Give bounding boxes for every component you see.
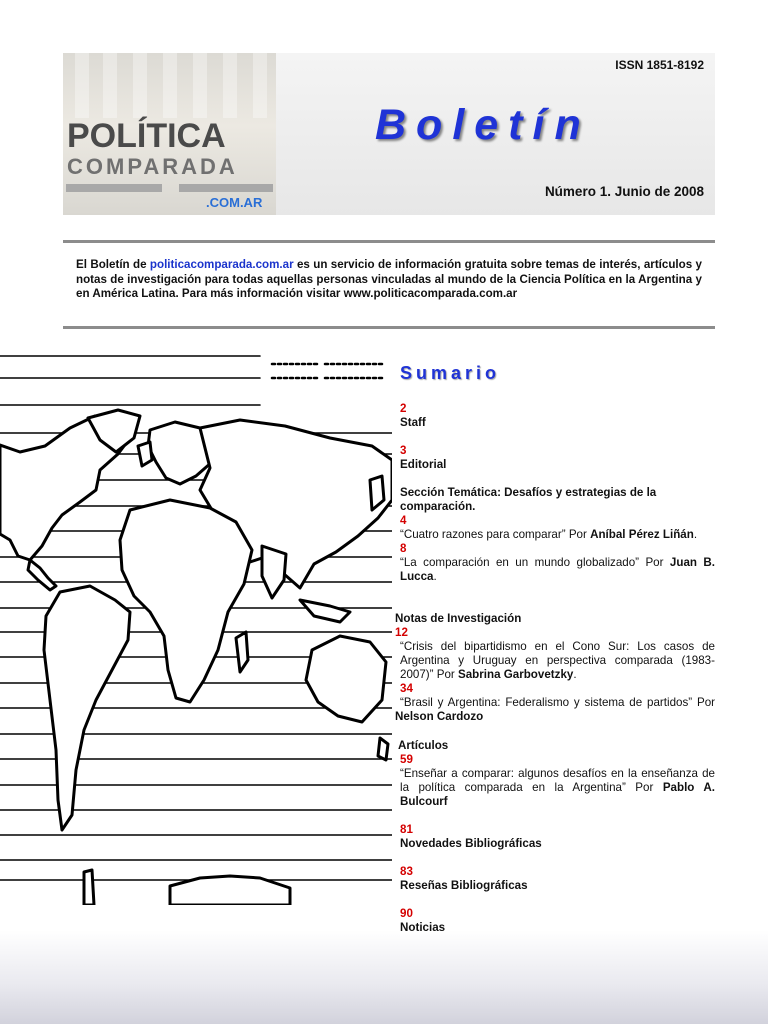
divider bbox=[63, 326, 715, 329]
toc-author: Sabrina Garbovetzky bbox=[458, 668, 574, 681]
toc-label: Editorial bbox=[400, 458, 447, 471]
toc-entry[interactable]: 12 “Crisis del bipartidismo en el Cono Sur: Los casos de Argentina y Uruguay en perspectiva comparada (1983-2007)” Por Sabrina Garbovetzky. bbox=[395, 626, 715, 681]
divider bbox=[63, 240, 715, 243]
bulletin-title: Boletín bbox=[375, 101, 591, 149]
section-articulos bbox=[398, 739, 715, 809]
logo bbox=[63, 53, 276, 215]
toc-label: Noticias bbox=[400, 921, 446, 934]
toc-author: Aníbal Pérez Liñán bbox=[590, 528, 694, 541]
toc-entry[interactable] bbox=[395, 682, 715, 724]
toc-page-number: 8 bbox=[400, 542, 407, 555]
toc-text: “Enseñar a comparar: algunos desafíos en la enseñanza de la política comparada en la Argentina” Por bbox=[400, 767, 715, 794]
toc-page-number: 2 bbox=[400, 402, 407, 415]
issn: ISSN 1851-8192 bbox=[615, 58, 704, 72]
toc-page-number: 3 bbox=[400, 444, 407, 457]
toc-page-number: 34 bbox=[400, 682, 413, 695]
toc-entry[interactable]: 8 “La comparación en un mundo globalizado” Por Juan B. Lucca. bbox=[400, 542, 716, 583]
intro-link[interactable]: politicacomparada.com.ar bbox=[149, 258, 294, 271]
section-heading: Artículos bbox=[398, 739, 449, 752]
intro-body: es un servicio de información gratuita sobre temas de interés, artículos y notas de investigación para todas aquellas personas vinculadas al mundo de la Ciencia Política en la Argentina y en América Latina. Para más información visitar www.politicacomparada.com.ar bbox=[76, 258, 703, 300]
toc-entry-noticias[interactable] bbox=[400, 907, 715, 935]
world-map-illustration bbox=[0, 350, 392, 905]
issue-date: Número 1. Junio de 2008 bbox=[544, 184, 704, 199]
toc-author: Pablo A. Bulcourf bbox=[400, 781, 716, 808]
toc-entry-resenas[interactable] bbox=[400, 865, 715, 893]
logo-bar bbox=[179, 184, 273, 192]
toc-label: Staff bbox=[400, 416, 426, 429]
section-heading: Sección Temática: Desafíos y estrategias de la comparación. bbox=[400, 486, 657, 513]
toc-label: Reseñas Bibliográficas bbox=[400, 879, 528, 892]
toc-page-number: 12 bbox=[395, 626, 408, 639]
toc-label: Novedades Bibliográficas bbox=[400, 837, 542, 850]
logo-bar bbox=[66, 184, 162, 192]
toc-text: “Crisis del bipartidismo en el Cono Sur: Los casos de Argentina y Uruguay en perspectiva comparada (1983-2007)” Por bbox=[400, 640, 715, 681]
toc-text: “Brasil y Argentina: Federalismo y sistema de partidos” Por bbox=[400, 696, 715, 709]
toc-entry[interactable]: 4 “Cuatro razones para comparar” Por Aníbal Pérez Liñán. bbox=[400, 514, 715, 542]
header-banner bbox=[63, 53, 715, 215]
toc-author: Nelson Cardozo bbox=[395, 710, 484, 723]
section-heading: Notas de Investigación bbox=[395, 612, 522, 625]
section-tematica bbox=[400, 486, 715, 584]
logo-domain: .COM.AR bbox=[206, 195, 263, 210]
toc-page-number: 90 bbox=[400, 907, 413, 920]
toc-text: “Cuatro razones para comparar” Por bbox=[400, 528, 591, 541]
toc-entry-editorial[interactable] bbox=[400, 444, 715, 472]
toc-entry[interactable] bbox=[398, 753, 715, 809]
toc-entry-novedades[interactable] bbox=[400, 823, 715, 851]
section-notas bbox=[395, 612, 715, 724]
toc-entry-staff[interactable] bbox=[400, 402, 715, 430]
logo-line2: COMPARADA bbox=[67, 154, 238, 179]
toc-page-number: 83 bbox=[400, 865, 413, 878]
sumario-title: Sumario bbox=[400, 363, 501, 383]
toc-page-number: 81 bbox=[400, 823, 413, 836]
logo-line1: POLÍTICA bbox=[67, 117, 226, 155]
intro-prefix: El Boletín de bbox=[76, 258, 150, 271]
intro-paragraph bbox=[76, 258, 702, 302]
toc-text: “La comparación en un mundo globalizado” Por bbox=[400, 556, 670, 569]
toc-author: Juan B. Lucca bbox=[400, 556, 716, 583]
toc-page-number: 4 bbox=[400, 514, 407, 527]
toc-page-number: 59 bbox=[400, 753, 413, 766]
